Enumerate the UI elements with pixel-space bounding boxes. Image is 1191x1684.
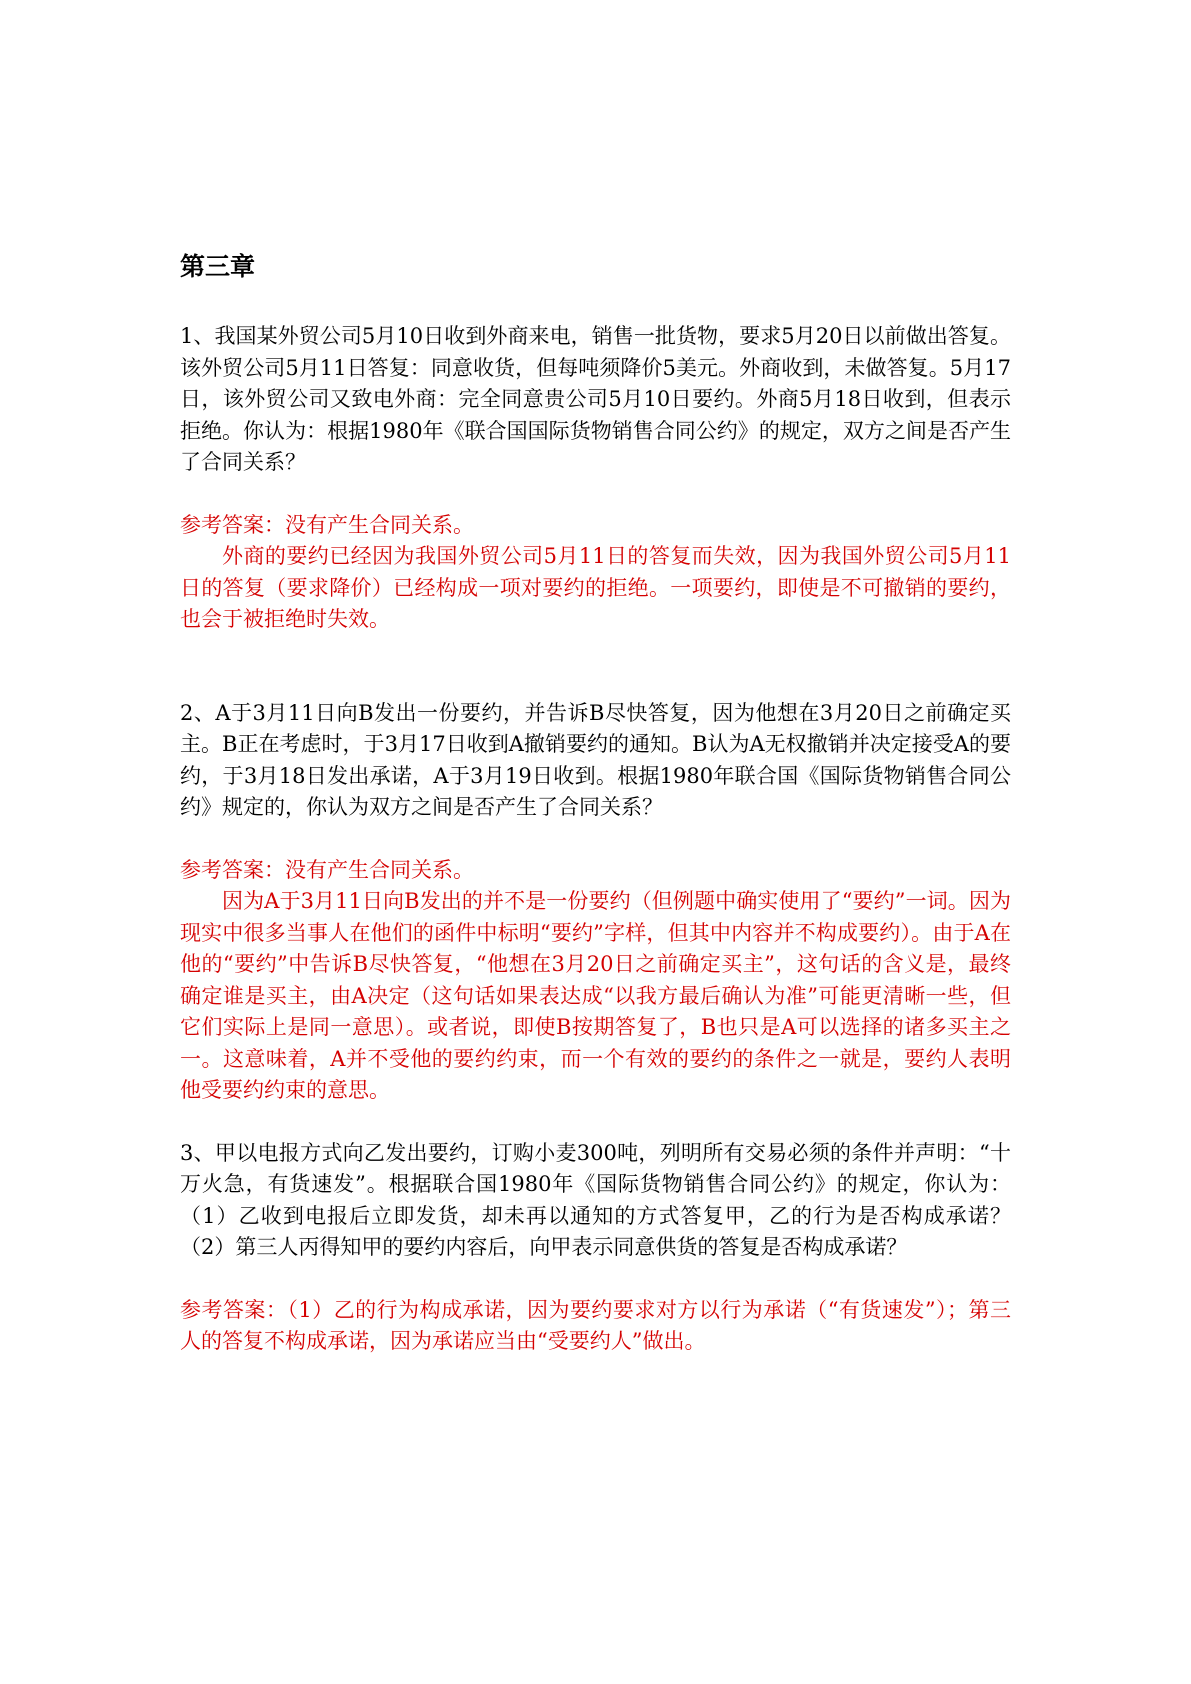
question-1: 1、我国某外贸公司5月10日收到外商来电，销售一批货物，要求5月20日以前做出答复。该外贸公司5月11日答复：同意收货，但每吨须降价5美元。外商收到，未做答复。5月17日，该外贸公司又致电外商：完全同意贵公司5月10日要约。外商5月18日收到，但表示拒绝。你认为：根据1980年《联合国国际货物销售合同公约》的规定，双方之间是否产生了合同关系？ [180,324,1011,474]
spacer [180,824,1011,855]
spacer [180,479,1011,510]
question-2: 2、A于3月11日向B发出一份要约，并告诉B尽快答复，因为他想在3月20日之前确定买主。B正在考虑时，于3月17日收到A撤销要约的通知。B认为A无权撤销并决定接受A的要约，于3月18日发出承诺，A于3月19日收到。根据1980年联合国《国际货物销售合同公约》规定的，你认为双方之间是否产生了合同关系？ [180,700,1011,819]
chapter-title: 第三章 [180,252,256,281]
spacer [180,636,1011,698]
spacer [180,1107,1011,1138]
answer-1-body: 外商的要约已经因为我国外贸公司5月11日的答复而失效，因为我国外贸公司5月11日的答复（要求降价）已经构成一项对要约的拒绝。一项要约，即使是不可撤销的要约，也会于被拒绝时失效。 [180,544,1011,631]
answer-2 [180,855,1011,1107]
spacer [180,1264,1011,1295]
answer-1-lead: 参考答案：没有产生合同关系。 [180,512,474,537]
question-3: 3、甲以电报方式向乙发出要约，订购小麦300吨，列明所有交易必须的条件并声明：“十万火急，有货速发”。根据联合国1980年《国际货物销售合同公约》的规定，你认为：（1）乙收到电报后立即发货，却未再以通知的方式答复甲，乙的行为是否构成承诺？ （2）第三人丙得知甲的要约内容后，向甲表示同意供货的答复是否构成承诺？ [180,1140,1011,1259]
answer-2-lead: 参考答案：没有产生合同关系。 [180,857,474,882]
answer-3 [180,1295,1011,1358]
answer-2-body: 因为A于3月11日向B发出的并不是一份要约（但例题中确实使用了“要约”一词。因为现实中很多当事人在他们的函件中标明“要约”字样，但其中内容并不构成要约）。由于A在他的“要约”中告诉B尽快答复，“他想在3月20日之前确定买主”，这句话的含义是，最终确定谁是买主，由A决定（这句话如果表达成“以我方最后确认为准”可能更清晰一些，但它们实际上是同一意思）。或者说，即使B按期答复了，B也只是A可以选择的诸多买主之一。这意味着，A并不受他的要约约束，而一个有效的要约的条件之一就是，要约人表明他受要约约束的意思。 [180,889,1011,1102]
answer-1 [180,510,1011,636]
answer-3-lead: 参考答案：（1）乙的行为构成承诺，因为要约要求对方以行为承诺（“有货速发”）；第三人的答复不构成承诺，因为承诺应当由“受要约人”做出。 [180,1297,1011,1353]
